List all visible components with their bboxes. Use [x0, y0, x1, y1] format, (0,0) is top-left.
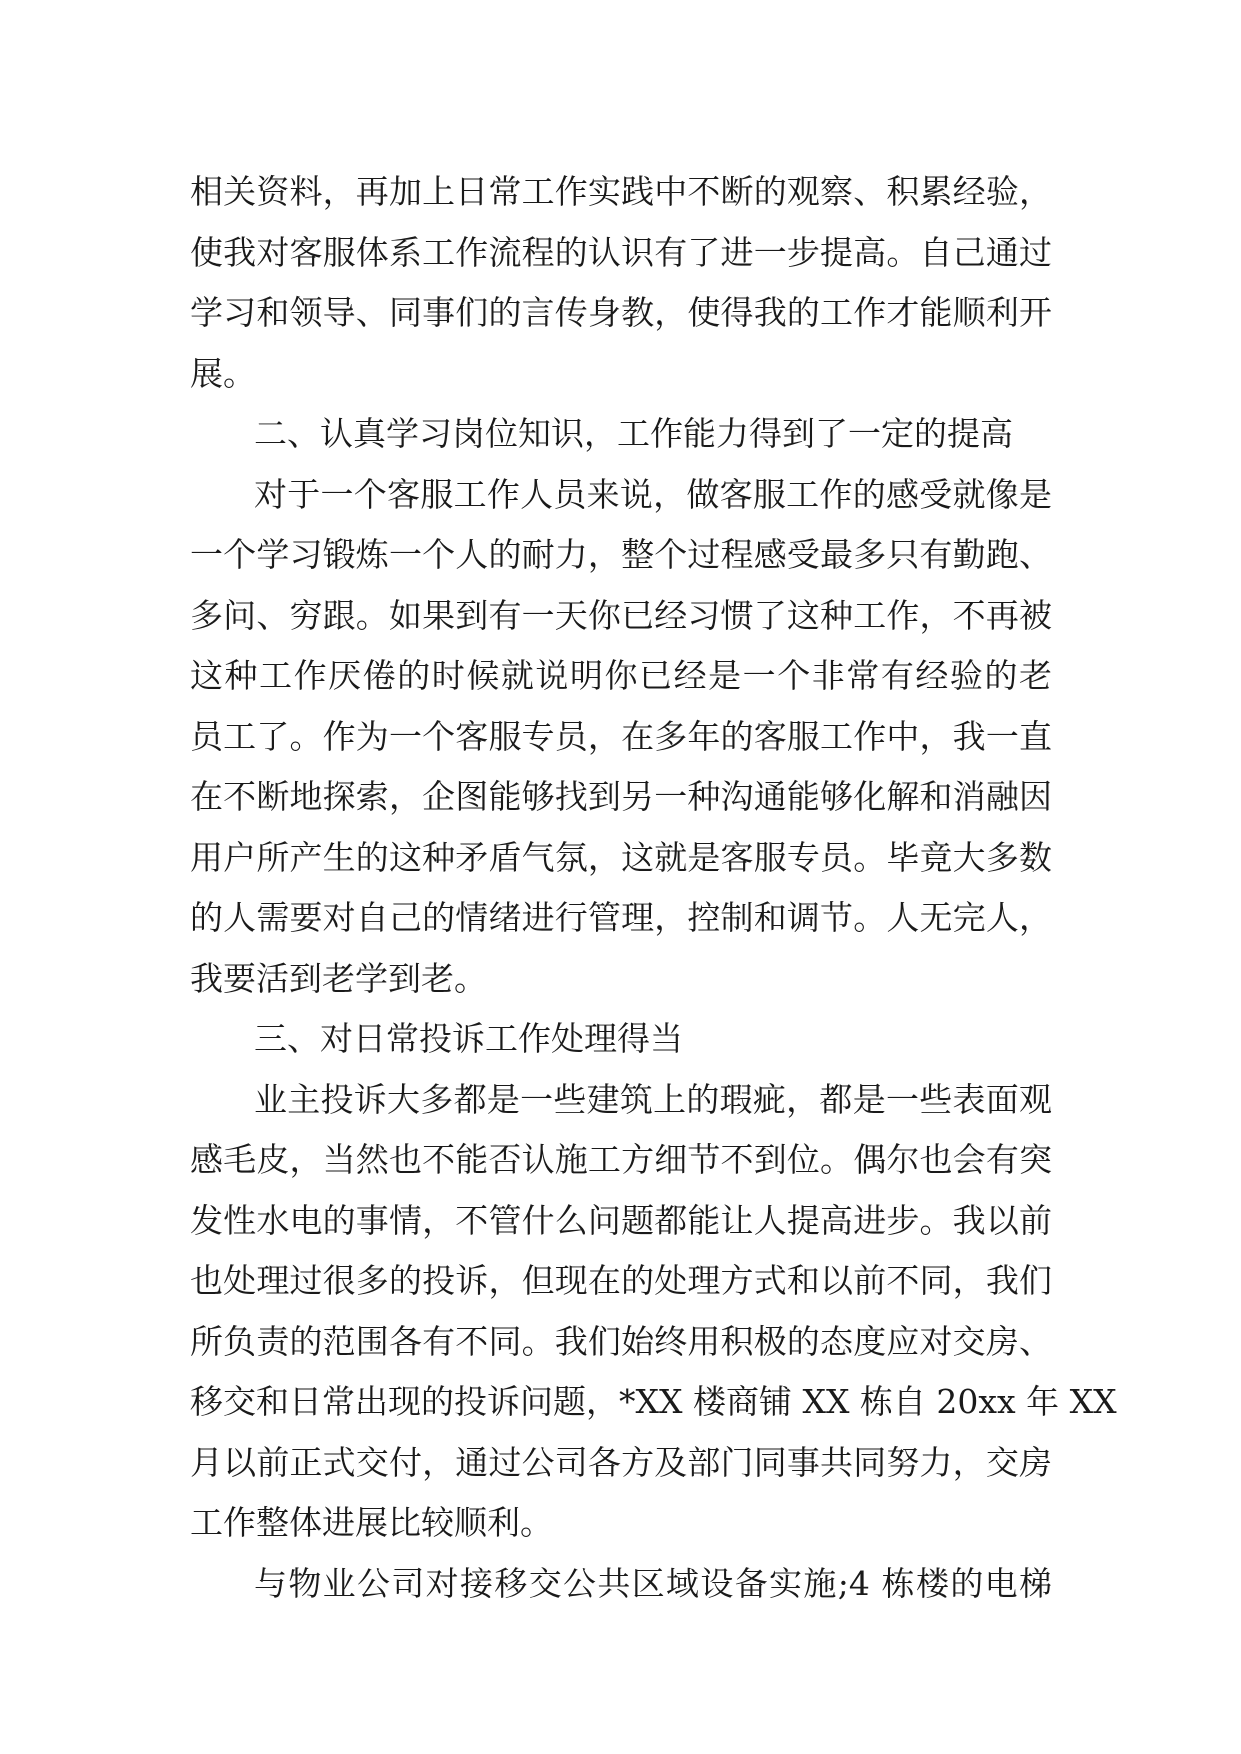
text-line: 学习和领导、同事们的言传身教，使得我的工作才能顺利开 — [190, 293, 1052, 332]
text-line: 移交和日常出现的投诉问题，*XX 楼商铺 XX 栋自 20xx 年 XX — [190, 1382, 1117, 1421]
text-line: 与物业公司对接移交公共区域设备实施;4 栋楼的电梯 — [254, 1563, 1052, 1603]
text-line: 也处理过很多的投诉，但现在的处理方式和以前不同，我们 — [190, 1261, 1052, 1300]
section-heading: 三、对日常投诉工作处理得当 — [254, 1019, 683, 1058]
text-line: 展。 — [190, 353, 256, 393]
section-heading: 二、认真学习岗位知识，工作能力得到了一定的提高 — [254, 414, 1013, 453]
text-line: 月以前正式交付，通过公司各方及部门同事共同努力，交房 — [190, 1442, 1052, 1482]
text-line: 相关资料，再加上日常工作实践中不断的观察、积累经验， — [190, 172, 1052, 211]
text-line: 用户所产生的这种矛盾气氛，这就是客服专员。毕竟大多数 — [190, 837, 1052, 877]
text-line: 在不断地探索，企图能够找到另一种沟通能够化解和消融因 — [190, 777, 1052, 816]
text-line: 对于一个客服工作人员来说，做客服工作的感受就像是 — [254, 474, 1052, 514]
text-line: 所负责的范围各有不同。我们始终用积极的态度应对交房、 — [190, 1321, 1052, 1361]
text-line: 多问、穷跟。如果到有一天你已经习惯了这种工作，不再被 — [190, 595, 1052, 635]
text-line: 使我对客服体系工作流程的认识有了进一步提高。自己通过 — [190, 232, 1052, 272]
text-line: 工作整体进展比较顺利。 — [190, 1503, 553, 1542]
text-line: 感毛皮，当然也不能否认施工方细节不到位。偶尔也会有突 — [190, 1140, 1052, 1179]
text-line: 的人需要对自己的情绪进行管理，控制和调节。人无完人， — [190, 898, 1052, 937]
text-line: 业主投诉大多都是一些建筑上的瑕疵，都是一些表面观 — [254, 1079, 1052, 1119]
text-line: 这种工作厌倦的时候就说明你已经是一个非常有经验的老 — [190, 656, 1052, 695]
text-line: 员工了。作为一个客服专员，在多年的客服工作中，我一直 — [190, 716, 1052, 756]
document-body — [190, 162, 1117, 1614]
text-line: 发性水电的事情，不管什么问题都能让人提高进步。我以前 — [190, 1200, 1052, 1240]
text-line: 我要活到老学到老。 — [190, 958, 487, 998]
text-line: 一个学习锻炼一个人的耐力，整个过程感受最多只有勤跑、 — [190, 535, 1052, 574]
